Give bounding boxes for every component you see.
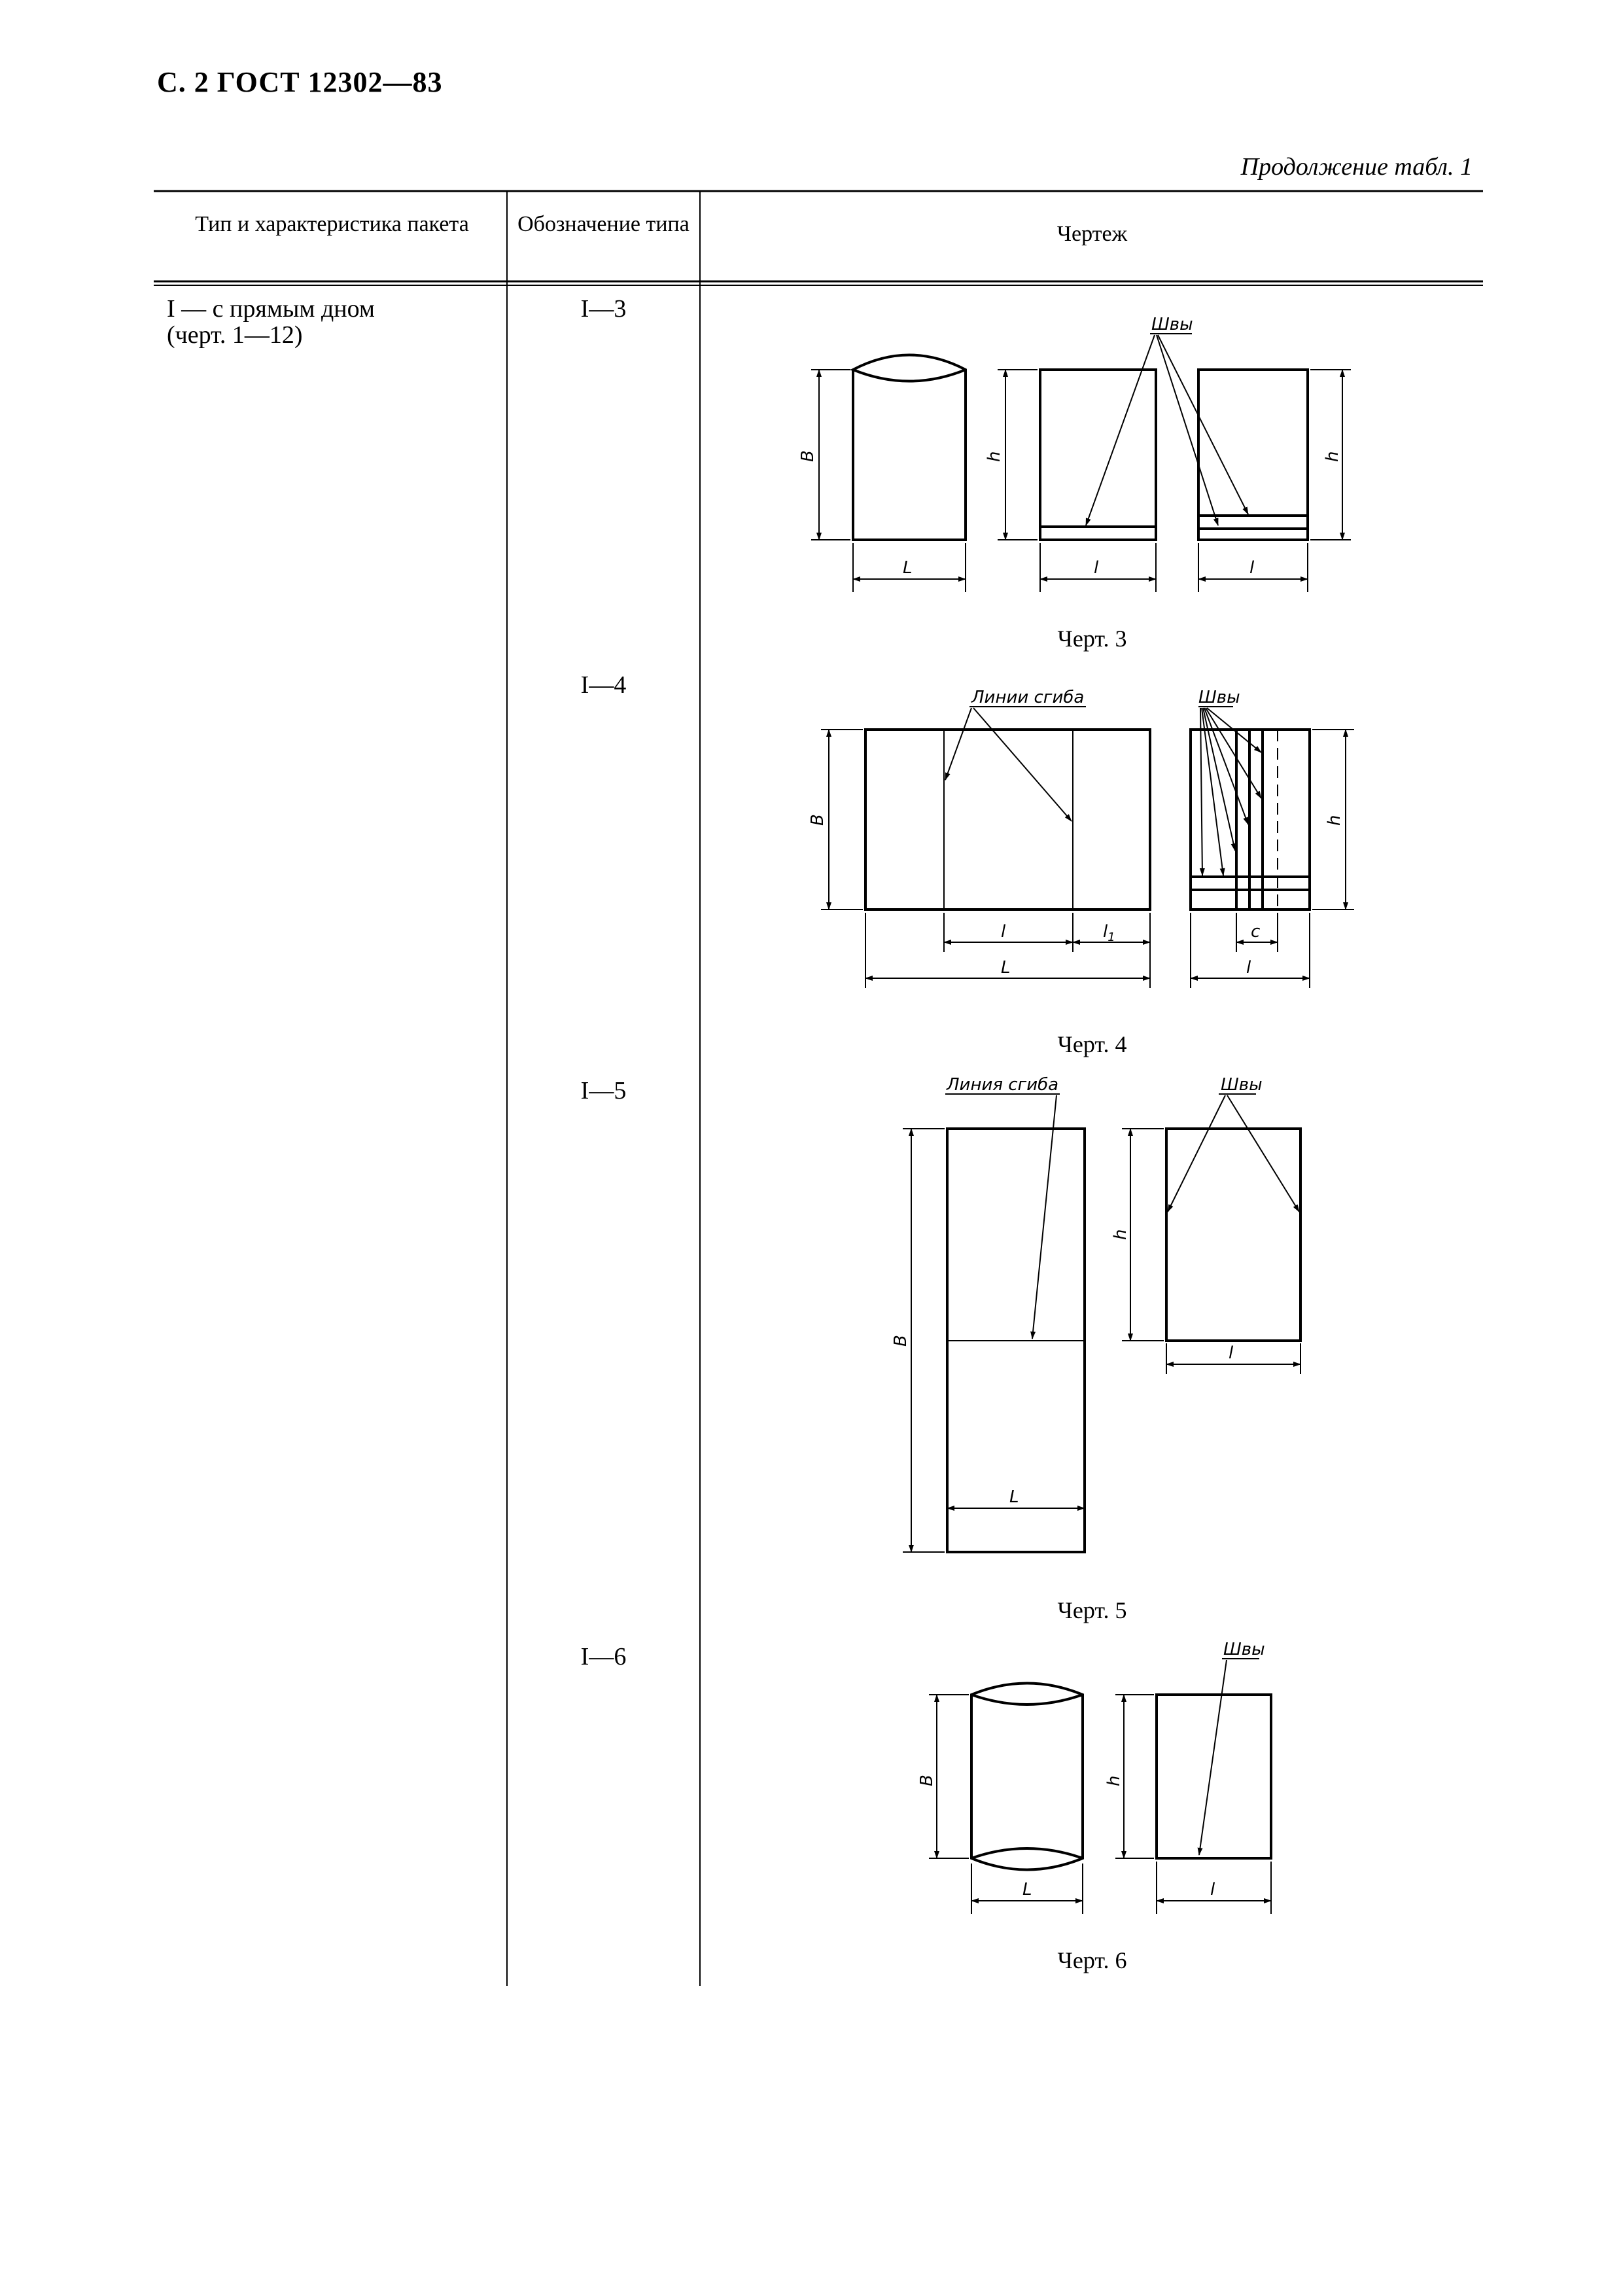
caption-drawing-3: Черт. 3: [1057, 626, 1127, 652]
drawing-4-label-fold-lines: Линии сгиба: [971, 688, 1085, 707]
drawing-5-label-b: B: [891, 1335, 911, 1347]
column-header-drawing: Чертеж: [1056, 222, 1128, 246]
table-continuation-label: Продолжение табл. 1: [1240, 153, 1473, 181]
type-code-i4: I—4: [580, 671, 627, 699]
drawing-6-bag-view-2: [1157, 1695, 1271, 1858]
drawing-5-label-l: l: [1229, 1343, 1234, 1363]
drawing-3-bag-view-1: [853, 355, 966, 540]
type-code-i3: I—3: [580, 295, 627, 323]
drawing-3-label-seams: Швы: [1151, 315, 1193, 334]
drawing-4-flat-blank: [865, 730, 1150, 910]
drawing-6: [929, 1659, 1271, 1914]
drawing-3-label-h-2: h: [1323, 451, 1342, 462]
drawing-3-label-L: L: [903, 558, 913, 578]
column-header-type-code: Обозначение типа: [517, 212, 689, 236]
drawing-3-label-h-1: h: [985, 451, 1004, 462]
drawing-3: [811, 334, 1351, 592]
drawing-3-label-b: B: [798, 450, 818, 462]
drawing-4-label-h: h: [1325, 815, 1344, 826]
drawing-6-labels: [917, 1640, 1265, 1899]
drawing-3-bag-view-2: [1040, 370, 1156, 540]
row-characteristic-line-1: I — с прямым дном: [167, 295, 375, 323]
drawing-5-label-fold-line: Линия сгиба: [947, 1075, 1059, 1095]
type-code-i5: I—5: [580, 1077, 627, 1104]
drawing-4-label-l-bag: l: [1246, 958, 1251, 978]
drawing-5-label-seams: Швы: [1221, 1075, 1263, 1095]
drawing-4-label-seams: Швы: [1198, 688, 1240, 707]
drawing-6-bag-view-1: [971, 1684, 1083, 1870]
drawing-4-label-c: c: [1251, 922, 1261, 942]
drawing-6-label-seams: Швы: [1223, 1640, 1265, 1659]
caption-drawing-4: Черт. 4: [1057, 1031, 1127, 1057]
drawing-5-label-h: h: [1111, 1229, 1130, 1240]
drawing-6-label-l: l: [1210, 1880, 1215, 1899]
drawing-4-label-l: l: [1001, 922, 1006, 942]
column-header-characteristic: Тип и характеристика пакета: [195, 212, 469, 236]
drawing-5-label-L: L: [1009, 1487, 1019, 1507]
drawing-6-label-L: L: [1022, 1880, 1032, 1899]
caption-drawing-6: Черт. 6: [1057, 1947, 1127, 1973]
drawing-4: [821, 707, 1354, 988]
page-header: С. 2 ГОСТ 12302—83: [157, 66, 443, 98]
type-code-i6: I—6: [580, 1643, 627, 1670]
row-characteristic-line-2: (черт. 1—12): [167, 321, 303, 349]
drawing-4-label-b: B: [808, 814, 828, 826]
drawing-4-label-l1: $l_1$: [1103, 922, 1115, 944]
drawing-6-label-h: h: [1104, 1775, 1124, 1786]
drawing-3-label-l-1: l: [1094, 558, 1099, 578]
drawing-4-label-L: L: [1001, 958, 1011, 978]
drawing-5: [903, 1094, 1300, 1552]
drawing-3-labels: [798, 315, 1342, 578]
caption-drawing-5: Черт. 5: [1057, 1597, 1127, 1623]
drawing-5-bag: [1166, 1129, 1300, 1341]
drawing-6-label-b: B: [917, 1775, 937, 1786]
drawing-3-label-l-2: l: [1249, 558, 1255, 578]
